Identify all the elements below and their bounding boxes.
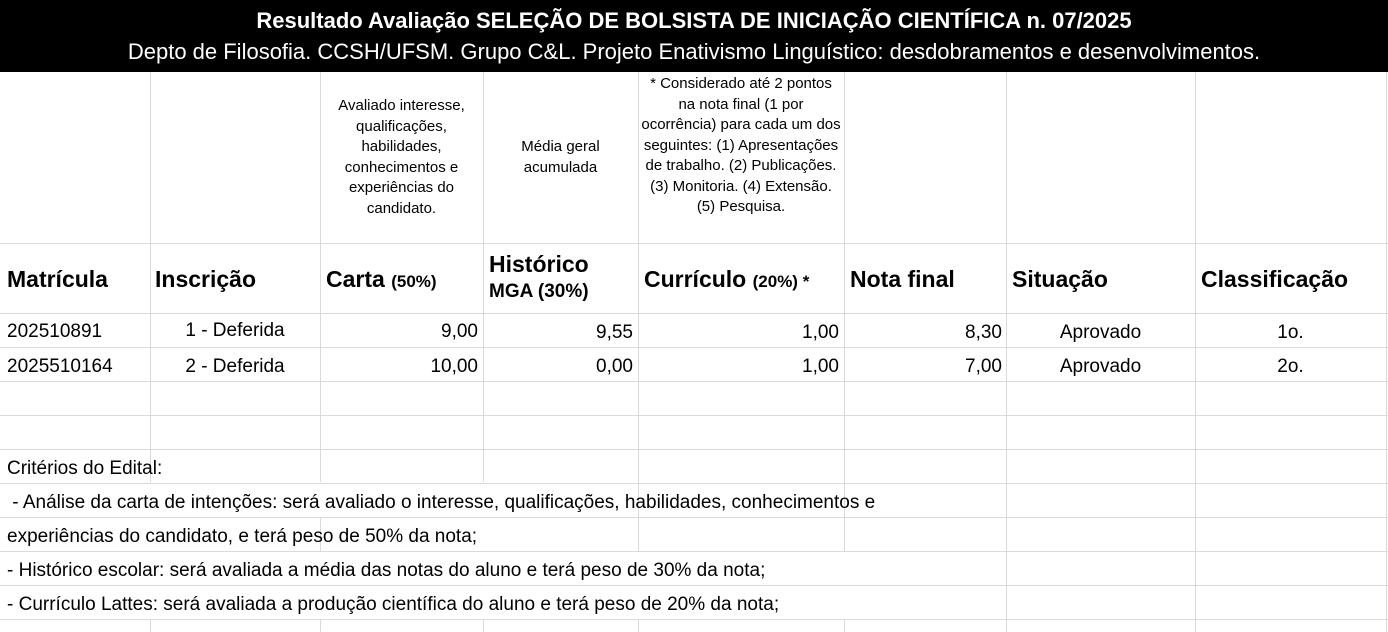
criteria-line: experiências do candidato, e terá peso de 50% da nota;	[7, 526, 478, 547]
title-bar	[0, 0, 1388, 72]
header-carta-label: Carta	[326, 266, 385, 292]
sheet-title: Resultado Avaliação SELEÇÃO DE BOLSISTA DE INICIAÇÃO CIENTÍFICA n. 07/2025	[256, 8, 1132, 33]
cell-matricula: 202510891	[7, 321, 103, 342]
header-historico-sub: MGA (30%)	[489, 281, 589, 302]
cell-curriculo: 1,00	[802, 322, 839, 343]
cell-carta: 9,00	[441, 321, 478, 342]
historico-description: Média geral acumulada	[521, 138, 600, 176]
sheet-subtitle: Depto de Filosofia. CCSH/UFSM. Grupo C&L. Projeto Enativismo Linguístico: desdobramentos e desenvolvimentos.	[127, 39, 1261, 64]
cell-situacao: Aprovado	[1059, 356, 1142, 377]
cell-curriculo: 1,00	[802, 356, 839, 377]
cell-inscricao: 1 - Deferida	[185, 320, 285, 341]
cell-nota-final: 7,00	[965, 356, 1002, 377]
criteria-line: - Histórico escolar: será avaliada a média das notas do aluno e terá peso de 30% da nota;	[7, 560, 766, 581]
header-classificacao: Classificação	[1201, 266, 1349, 292]
cell-classificacao: 1o.	[1277, 322, 1304, 343]
cell-historico: 0,00	[596, 356, 633, 377]
cell-inscricao: 2 - Deferida	[185, 356, 285, 377]
header-historico-label: Histórico	[489, 251, 589, 277]
header-carta	[326, 265, 437, 296]
cell-nota-final: 8,30	[965, 322, 1002, 343]
header-inscricao: Inscrição	[155, 266, 256, 292]
cell-matricula: 2025510164	[7, 356, 113, 377]
header-curriculo	[644, 265, 809, 296]
cell-classificacao: 2o.	[1277, 356, 1304, 377]
cell-historico: 9,55	[596, 322, 633, 343]
criteria-line: - Currículo Lattes: será avaliada a produção científica do aluno e terá peso de 20% da nota;	[7, 594, 780, 615]
header-carta-weight: (50%)	[391, 272, 437, 291]
criteria-line: - Análise da carta de intenções: será avaliado o interesse, qualificações, habilidades, conhecimentos e	[7, 492, 876, 513]
cell-carta: 10,00	[430, 356, 478, 377]
header-curriculo-label: Currículo	[644, 266, 747, 292]
header-curriculo-weight: (20%) *	[752, 272, 810, 291]
curriculo-description: * Considerado até 2 pontos na nota final (1 por ocorrência) para cada um dos seguintes: (1) Apresentações de trabalho. (2) Publicações. (3) Monitoria. (4) Extensão. (5) Pesquisa.	[641, 75, 841, 215]
carta-description: Avaliado interesse, qualificações, habilidades, conhecimentos e experiências do candidato.	[338, 97, 465, 217]
header-situacao: Situação	[1012, 266, 1108, 292]
criteria-heading: Critérios do Edital:	[7, 458, 163, 479]
header-matricula: Matrícula	[7, 266, 108, 292]
header-nota-final: Nota final	[850, 266, 955, 292]
header-historico	[489, 249, 589, 305]
cell-situacao: Aprovado	[1059, 322, 1142, 343]
